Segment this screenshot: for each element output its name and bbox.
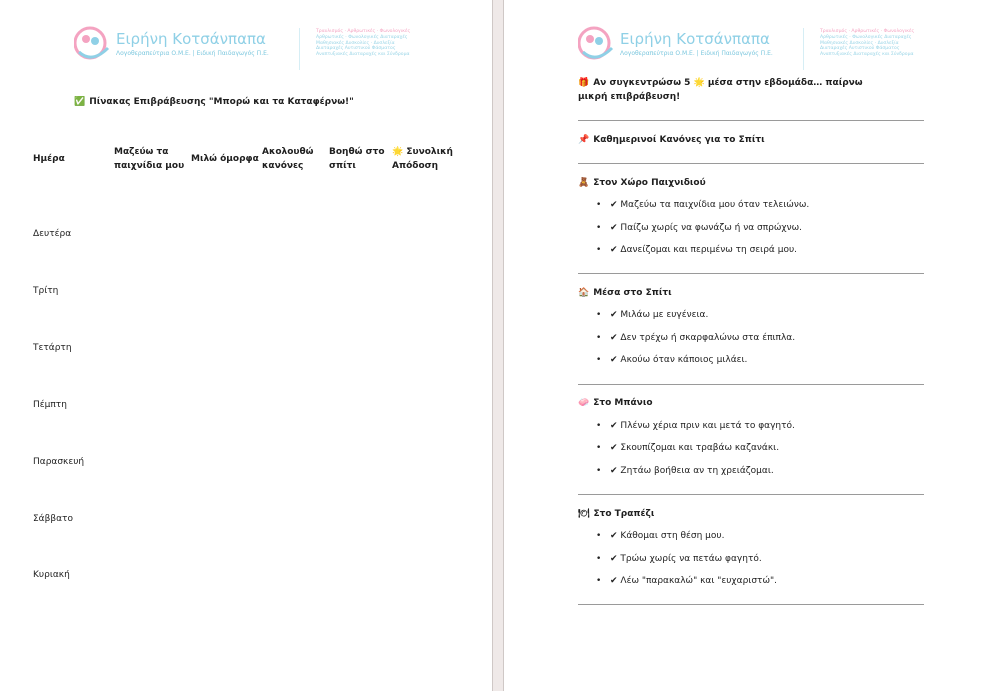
logo-icon xyxy=(578,26,616,62)
check-icon: ✔ xyxy=(610,310,618,320)
rule-item xyxy=(596,333,795,343)
check-icon: ✔ xyxy=(610,554,618,564)
section-divider xyxy=(578,494,924,495)
bullet-icon: • xyxy=(596,421,602,431)
bullet-icon: • xyxy=(596,310,602,320)
services-head: Τραυλισμός · Αρθρωτικές · Φωνολογικές xyxy=(820,29,915,34)
check-icon: ✔ xyxy=(610,466,618,476)
check-icon: ✔ xyxy=(610,531,618,541)
section-title-text: Μέσα στο Σπίτι xyxy=(593,288,672,298)
services-line: Αναπτυξιακές Διαταραχές και Σύνδρομα xyxy=(820,51,914,57)
column-header-rules: Ακολουθώ κανόνες xyxy=(262,147,314,171)
services-line: Αναπτυξιακές Διαταραχές και Σύνδρομα xyxy=(316,51,410,57)
section-title xyxy=(578,398,653,408)
services-line: Αρθρωτικές · Φωνολογικές Διαταραχές xyxy=(820,35,912,40)
row-day-label: Παρασκευή xyxy=(33,457,85,467)
rule-item xyxy=(596,466,774,476)
section-title-text: Στο Τραπέζι xyxy=(593,509,655,519)
rule-item xyxy=(596,531,724,541)
rule-text: Κάθομαι στη θέση μου. xyxy=(620,531,725,541)
rule-text: Σκουπίζομαι και τραβάω καζανάκι. xyxy=(620,443,780,453)
rule-item xyxy=(596,443,779,453)
column-header-speak: Μιλώ όμορφα xyxy=(191,154,259,164)
row-day-label: Πέμπτη xyxy=(33,400,67,410)
rule-text: Πλένω χέρια πριν και μετά το φαγητό. xyxy=(620,421,795,431)
rule-text: Δεν τρέχω ή σκαρφαλώνω στα έπιπλα. xyxy=(620,333,796,343)
letterhead-name: Ειρήνη Κοτσάνπαπα xyxy=(620,30,770,48)
bullet-icon: • xyxy=(596,245,602,255)
check-icon: ✔ xyxy=(610,421,618,431)
bullet-icon: • xyxy=(596,466,602,476)
reward-intro-text: Αν συγκεντρώσω 5 🌟 μέσα στην εβδομάδα… παίρνω μικρή επιβράβευση! xyxy=(578,78,863,102)
logo-icon xyxy=(74,26,112,62)
row-day-label: Σάββατο xyxy=(33,514,73,524)
page-edge xyxy=(492,0,493,691)
rule-text: Ακούω όταν κάποιος μιλάει. xyxy=(620,355,748,365)
section-divider xyxy=(578,604,924,605)
row-day-label: Κυριακή xyxy=(33,570,70,580)
rule-item xyxy=(596,245,797,255)
rules-heading-text: Καθημερινοί Κανόνες για το Σπίτι xyxy=(593,135,765,145)
bullet-icon: • xyxy=(596,333,602,343)
section-title xyxy=(578,178,706,188)
services-head: Τραυλισμός · Αρθρωτικές · Φωνολογικές xyxy=(316,29,411,34)
letterhead-divider xyxy=(803,28,804,70)
section-title-text: Στον Χώρο Παιχνιδιού xyxy=(593,178,706,188)
section-title xyxy=(578,288,672,298)
rule-item xyxy=(596,554,762,564)
rules-heading xyxy=(578,135,765,145)
rule-text: Μαζεύω τα παιχνίδια μου όταν τελειώνω. xyxy=(620,200,810,210)
check-icon: ✔ xyxy=(610,576,618,586)
services-line: Μαθησιακές Δυσκολίες · Δυσλεξία xyxy=(820,40,899,46)
bullet-icon: • xyxy=(596,576,602,586)
check-icon: ✔ xyxy=(610,223,618,233)
soap-icon: 🧼 xyxy=(578,398,590,408)
bullet-icon: • xyxy=(596,355,602,365)
section-title-text: Στο Μπάνιο xyxy=(593,398,653,408)
check-box-icon: ✅ xyxy=(74,97,86,107)
reward-intro xyxy=(578,76,878,104)
rule-item xyxy=(596,223,802,233)
bullet-icon: • xyxy=(596,531,602,541)
rule-text: Παίζω χωρίς να φωνάζω ή να σπρώχνω. xyxy=(620,223,803,233)
letterhead-name: Ειρήνη Κοτσάνπαπα xyxy=(116,30,266,48)
pushpin-icon: 📌 xyxy=(578,135,590,145)
row-day-label: Δευτέρα xyxy=(33,229,72,239)
section-divider xyxy=(578,273,924,274)
gift-icon: 🎁 xyxy=(578,78,590,88)
bullet-icon: • xyxy=(596,443,602,453)
services-line: Μαθησιακές Δυσκολίες · Δυσλεξία xyxy=(316,40,395,46)
rule-item xyxy=(596,421,795,431)
reward-chart-title xyxy=(74,97,354,107)
rule-text: Μιλάω με ευγένεια. xyxy=(620,310,709,320)
teddy-bear-icon: 🧸 xyxy=(578,178,590,188)
check-icon: ✔ xyxy=(610,355,618,365)
check-icon: ✔ xyxy=(610,333,618,343)
services-line: Διαταραχές Αυτιστικού Φάσματος xyxy=(316,46,396,52)
row-day-label: Τρίτη xyxy=(33,286,59,296)
house-icon: 🏠 xyxy=(578,288,590,298)
check-icon: ✔ xyxy=(610,200,618,210)
rule-item xyxy=(596,200,809,210)
section-divider xyxy=(578,384,924,385)
rule-text: Δανείζομαι και περιμένω τη σειρά μου. xyxy=(620,245,798,255)
letterhead-subtitle: Λογοθεραπεύτρια Ο.Μ.Ε. | Ειδική Παιδαγωγός Π.Ε. xyxy=(116,50,269,57)
section-divider xyxy=(578,163,924,164)
rule-item xyxy=(596,310,708,320)
row-day-label: Τετάρτη xyxy=(33,343,72,353)
rule-item xyxy=(596,355,747,365)
plate-icon: 🍽 xyxy=(578,509,590,519)
column-header-total: 🌟 Συνολική Απόδοση xyxy=(392,147,453,171)
rule-text: Λέω "παρακαλώ" και "ευχαριστώ". xyxy=(620,576,777,586)
bullet-icon: • xyxy=(596,223,602,233)
services-line: Διαταραχές Αυτιστικού Φάσματος xyxy=(820,46,900,52)
letterhead-services xyxy=(316,28,426,57)
bullet-icon: • xyxy=(596,200,602,210)
check-icon: ✔ xyxy=(610,245,618,255)
rule-text: Τρώω χωρίς να πετάω φαγητό. xyxy=(620,554,762,564)
letterhead-subtitle: Λογοθεραπεύτρια Ο.Μ.Ε. | Ειδική Παιδαγωγός Π.Ε. xyxy=(620,50,773,57)
column-header-help: Βοηθώ στο σπίτι xyxy=(329,147,385,171)
page-house-rules xyxy=(504,0,999,691)
reward-chart-title-text: Πίνακας Επιβράβευσης "Μπορώ και τα Καταφέρνω!" xyxy=(89,97,354,107)
rule-text: Ζητάω βοήθεια αν τη χρειάζομαι. xyxy=(620,466,774,476)
section-divider xyxy=(578,120,924,121)
bullet-icon: • xyxy=(596,554,602,564)
section-title xyxy=(578,509,654,519)
check-icon: ✔ xyxy=(610,443,618,453)
letterhead-divider xyxy=(299,28,300,70)
rule-item xyxy=(596,576,777,586)
column-header-day: Ημέρα xyxy=(33,154,65,164)
services-line: Αρθρωτικές · Φωνολογικές Διαταραχές xyxy=(316,35,408,40)
column-header-toys: Μαζεύω τα παιχνίδια μου xyxy=(114,147,185,171)
letterhead-services xyxy=(820,28,930,57)
page-reward-chart xyxy=(0,0,492,691)
